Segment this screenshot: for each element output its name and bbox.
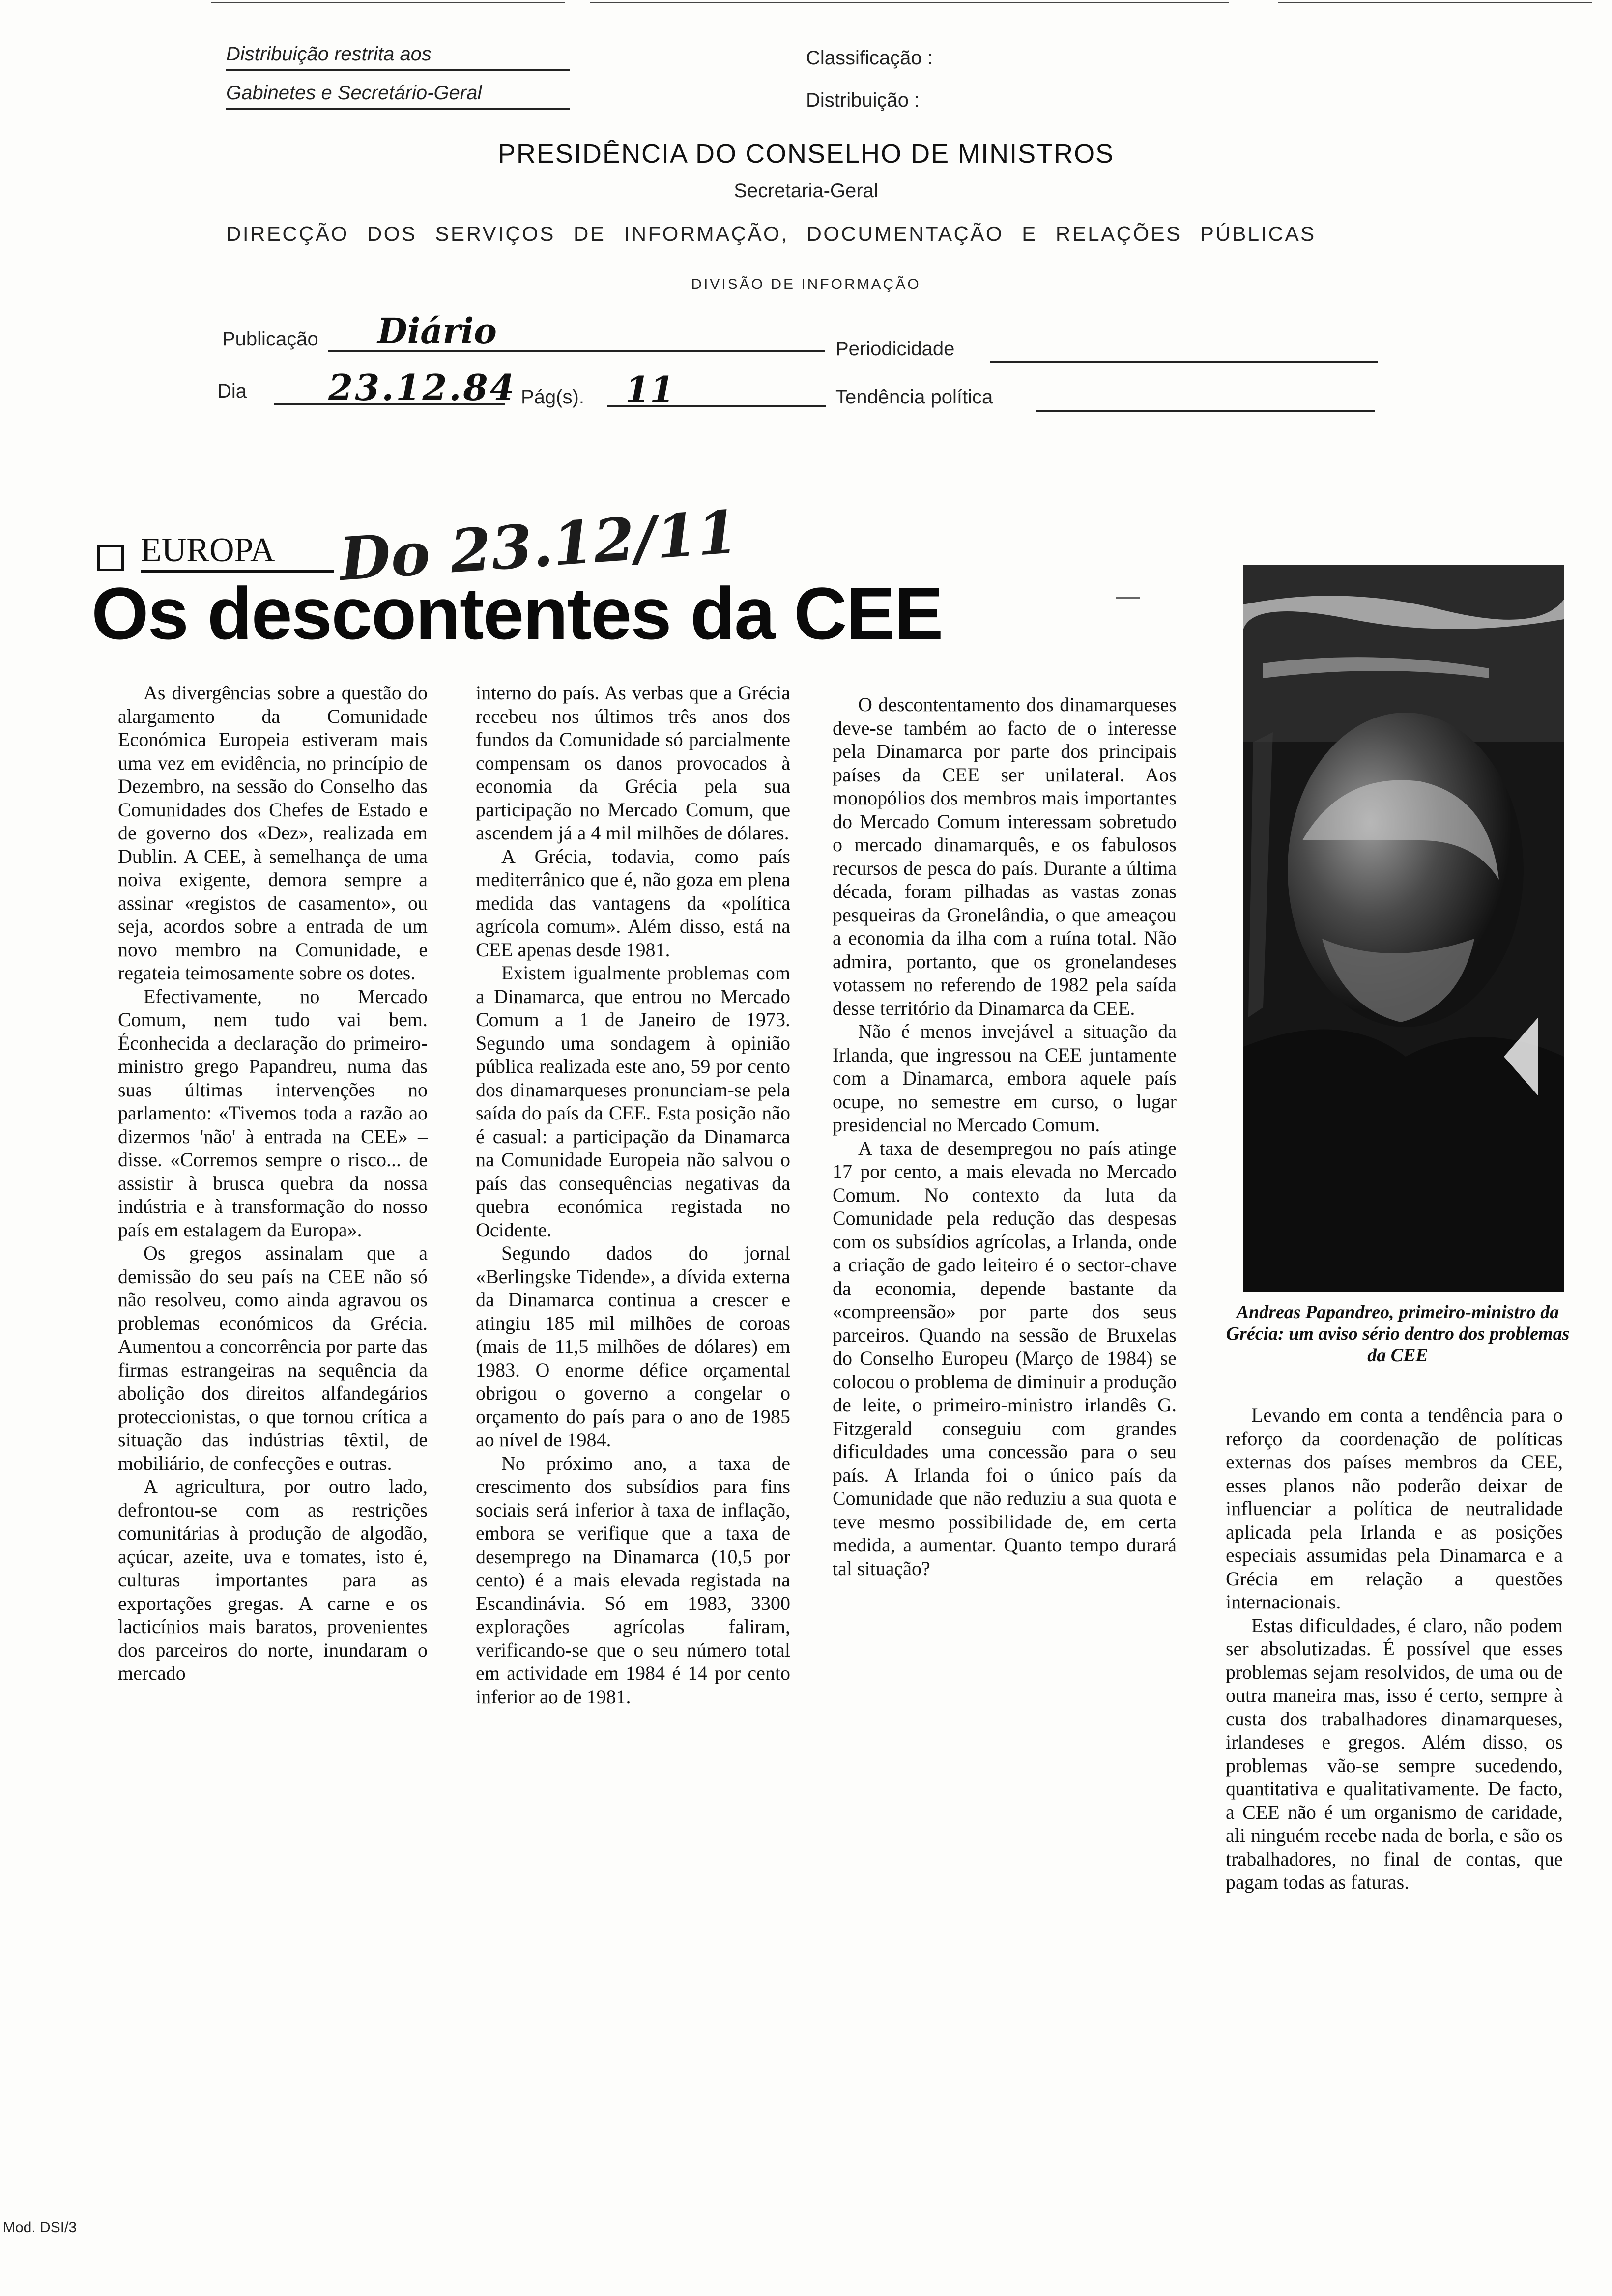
periodicidade-label: Periodicidade (835, 338, 955, 360)
photo-portrait-graphic (1243, 565, 1564, 1292)
rule (1116, 597, 1140, 599)
article-column-2 (476, 681, 790, 1708)
handwritten-annotation: Do 23.12/11 (337, 497, 741, 595)
distribution-note (226, 43, 570, 110)
paragraph: Levando em conta a tendência para o reforço da coordenação de políticas externas dos países membros da CEE, esses planos não poderão deixar de influenciar a política de neutralidade aplicada pela Irlanda e as posições especiais assumidas pela Dinamarca e a Grécia em relação a questões internacionais. (1226, 1404, 1563, 1613)
form-code: Mod. DSI/3 (3, 2219, 77, 2236)
paragraph: Segundo dados do jornal «Berlingske Tidende», a dívida externa da Dinamarca continua a crescer e atingiu 185 mil milhões de coroas (mais de 11,5 milhões de dólares) em 1983. O enorme défice orçamental obrigou o governo a congelar o orçamento do país para o ano de 1985 ao nível de 1984. (476, 1242, 790, 1451)
paragraph: Os gregos assinalam que a demissão do seu país na CEE não só não resolveu, como ainda agravou os problemas económicos da Grécia. Aumentou a concorrência por parte das firmas estrangeiras na sequência da abolição dos direitos alfandegários proteccionistas, o que tornou crítica a situação das indústrias têxtil, de mobiliário, de confecções e outras. (118, 1242, 428, 1474)
publicacao-handwritten: Diário (377, 311, 497, 351)
paragraph: Efectivamente, no Mercado Comum, nem tudo vai bem. Éconhecida a declaração do primeiro-ministro grego Papandreu, numa das suas últimas intervenções no parlamento: «Tivemos toda a razão ao dizermos 'não' à entrada na CEE» – disse. «Corremos sempre o risco... de assistir à brusca quebra da nossa indústria e à transformação do nosso país em estalagem da Europa». (118, 985, 428, 1241)
distribution-line-1: Distribuição restrita aos (226, 43, 570, 71)
photo-papandreou (1243, 565, 1564, 1292)
pags-handwritten: 11 (625, 369, 675, 410)
scan-edge-line (211, 2, 565, 3)
divisao: DIVISÃO DE INFORMAÇÃO (691, 276, 921, 292)
section-label: EUROPA (141, 531, 334, 573)
photo-caption: Andreas Papandreo, primeiro-ministro da Grécia: um aviso sério dentro dos problemas da CEE (1226, 1302, 1570, 1366)
paragraph: Não é menos invejável a situação da Irlanda, que ingressou na CEE juntamente com a Dinamarca, embora aquele país ocupe, no semestre em curso, o lugar presidencial no Mercado Comum. (833, 1020, 1177, 1136)
article-title: Os descontentes da CEE (91, 572, 943, 655)
paragraph: interno do país. As verbas que a Grécia recebeu nos últimos três anos dos fundos da Comunidade só parcialmente compensam os danos provocados à economia da Grécia pela sua participação no Mercado Comum, que ascendem já a 4 mil milhões de dólares. (476, 682, 790, 844)
tendencia-field (1036, 388, 1375, 412)
paragraph: A taxa de desempregou no país atinge 17 por cento, a mais elevada no Mercado Comum. No contexto da luta da Comunidade pela redução das despesas com os subsídios agrícolas, a Irlanda, onde a criação de gado leiteiro é o sector-chave da economia, depende bastante da «compreensão» por parte dos seus parceiros. Quando na sessão de Bruxelas do Conselho Europeu (Março de 1984) se colocou o problema de diminuir a produção de leite, o primeiro-ministro irlandês G. Fitzgerald conseguiu com grandes dificuldades uma concessão para o seu país. A Irlanda foi o único país da Comunidade que não reduziu a sua quota e teve mesmo possibilidade de, em certa medida, a aumentar. Quanto tempo durará tal situação? (833, 1137, 1177, 1579)
periodicidade-field (990, 339, 1378, 363)
article-column-3 (833, 693, 1177, 1580)
distribution-line-2: Gabinetes e Secretário-Geral (226, 71, 570, 110)
paragraph: Existem igualmente problemas com a Dinamarca, que entrou no Mercado Comum a 1 de Janeiro de 1973. Segundo uma sondagem à opinião pública realizada este ano, 59 por cento dos dinamarqueses pronunciam-se pela saída do país da CEE. Esta posição não é casual: a participação da Dinamarca na Comunidade Europeia não salvou o país das consequências negativas da quebra económica registada no Ocidente. (476, 962, 790, 1241)
section-checkbox (97, 545, 124, 571)
paragraph: A Grécia, todavia, como país mediterrânico que é, não goza em plena medida das vantagens da «política agrícola comum». Além disso, está na CEE apenas desde 1981. (476, 845, 790, 961)
publicacao-label: Publicação (222, 328, 318, 350)
article-column-4 (1226, 1404, 1563, 1894)
scan-edge-line (590, 2, 1229, 3)
scan-edge-line (1278, 2, 1592, 3)
secretaria: Secretaria-Geral (734, 180, 878, 201)
dia-label: Dia (217, 380, 247, 402)
direccao: DIRECÇÃO DOS SERVIÇOS DE INFORMAÇÃO, DOCUMENTAÇÃO E RELAÇÕES PÚBLICAS (226, 222, 1316, 245)
dia-field (274, 367, 517, 408)
article-column-1 (118, 681, 428, 1685)
paragraph: As divergências sobre a questão do alargamento da Comunidade Económica Europeia estiveram mais uma vez em evidência, no princípio de Dezembro, na sessão do Conselho das Comunidades dos Chefes de Estado e de governo dos «Dez», realizada em Dublin. A CEE, à semelhança de uma noiva exigente, demora sempre a assinar «registos de casamento», ou seja, acordos sobre a entrada de um novo membro na Comunidade, e regateia teimosamente sobre os dotes. (118, 682, 428, 984)
tendencia-label: Tendência política (835, 386, 993, 408)
distribuicao-label: Distribuição : (806, 89, 920, 111)
org-title: PRESIDÊNCIA DO CONSELHO DE MINISTROS (497, 139, 1115, 169)
dia-handwritten: 23.12.84 (328, 367, 517, 408)
paragraph: No próximo ano, a taxa de crescimento dos subsídios para fins sociais será inferior à taxa de inflação, embora se verifique que a taxa de desemprego na Dinamarca (10,5 por cento) é a mais elevada registada na Escandinávia. Só em 1983, 3300 explorações agrícolas faliram, verificando-se que o seu número total em actividade em 1984 é 14 por cento inferior ao de 1981. (476, 1452, 790, 1708)
publicacao-field (328, 311, 825, 352)
paragraph: Estas dificuldades, é claro, não podem ser absolutizadas. É possível que esses problemas sejam resolvidos, de uma ou de outra maneira mas, isso é certo, sempre à custa dos trabalhadores dinamarqueses, irlandeses e gregos. Além disso, os problemas vão-se sempre sucedendo, quantitativa e qualitativamente. De facto, a CEE não é um organismo de caridade, ali ninguém recebe nada de borla, e são os trabalhadores, no final de contas, que pagam todas as faturas. (1226, 1614, 1563, 1893)
pags-field (607, 369, 826, 410)
paragraph: O descontentamento dos dinamarqueses deve-se também ao facto de o interesse pela Dinamarca por parte dos principais países da CEE ser unilateral. Aos monopólios dos membros mais importantes do Mercado Comum interessam sobretudo o mercado dinamarquês, e os fabulosos recursos de pesca do país. Durante a última década, foram pilhadas as vastas zonas pesqueiras da Gronelândia, o que ameaçou a economia da ilha com a ruína total. Não admira, portanto, que os gronelandeses votassem no referendo de 1982 pela saída desse território da Dinamarca da CEE. (833, 693, 1177, 1019)
paragraph: A agricultura, por outro lado, defrontou-se com as restrições comunitárias à produção de algodão, açúcar, azeite, uva e tomates, isto é, culturas importantes para as exportações gregas. A carne e os lacticínios mais baratos, provenientes dos parceiros do norte, inundaram o mercado (118, 1475, 428, 1684)
classificacao-label: Classificação : (806, 47, 933, 69)
pags-label: Pág(s). (521, 386, 584, 408)
